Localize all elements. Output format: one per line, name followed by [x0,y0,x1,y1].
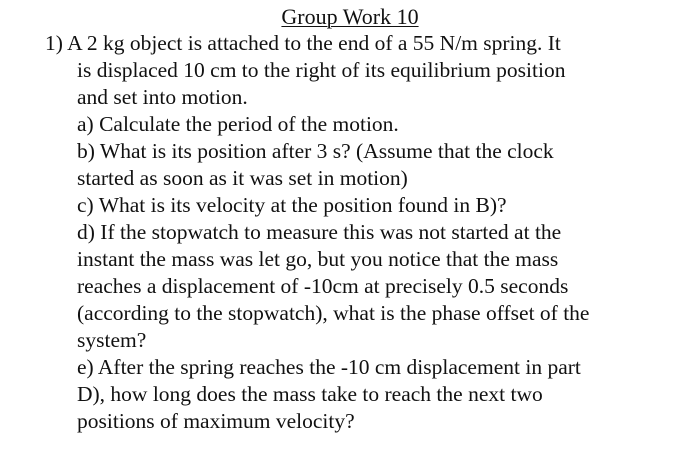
part-e-line-2: D), how long does the mass take to reach the next two [77,382,543,406]
problem-statement-line-2: is displaced 10 cm to the right of its equilibrium position [77,58,566,82]
problem-1 [45,30,685,435]
part-d-line-5: system? [77,328,147,352]
part-c-line-1: c) What is its velocity at the position found in B)? [77,193,507,217]
part-d-line-2: instant the mass was let go, but you notice that the mass [77,247,559,271]
worksheet-title: Group Work 10 [281,4,419,29]
part-e-line-1: e) After the spring reaches the -10 cm displacement in part [77,355,581,379]
part-d-line-1: d) If the stopwatch to measure this was not started at the [77,220,562,244]
part-a-line-1: a) Calculate the period of the motion. [77,112,399,136]
part-d-line-4: (according to the stopwatch), what is the phase offset of the [77,301,590,325]
part-b-line-2: started as soon as it was set in motion) [77,166,408,190]
problem-statement-line-1: 1) A 2 kg object is attached to the end of a 55 N/m spring. It [45,31,561,55]
problem-statement-line-3: and set into motion. [77,85,248,109]
part-b-line-1: b) What is its position after 3 s? (Assume that the clock [77,139,554,163]
part-d-line-3: reaches a displacement of -10cm at precisely 0.5 seconds [77,274,569,298]
part-e-line-3: positions of maximum velocity? [77,409,355,433]
